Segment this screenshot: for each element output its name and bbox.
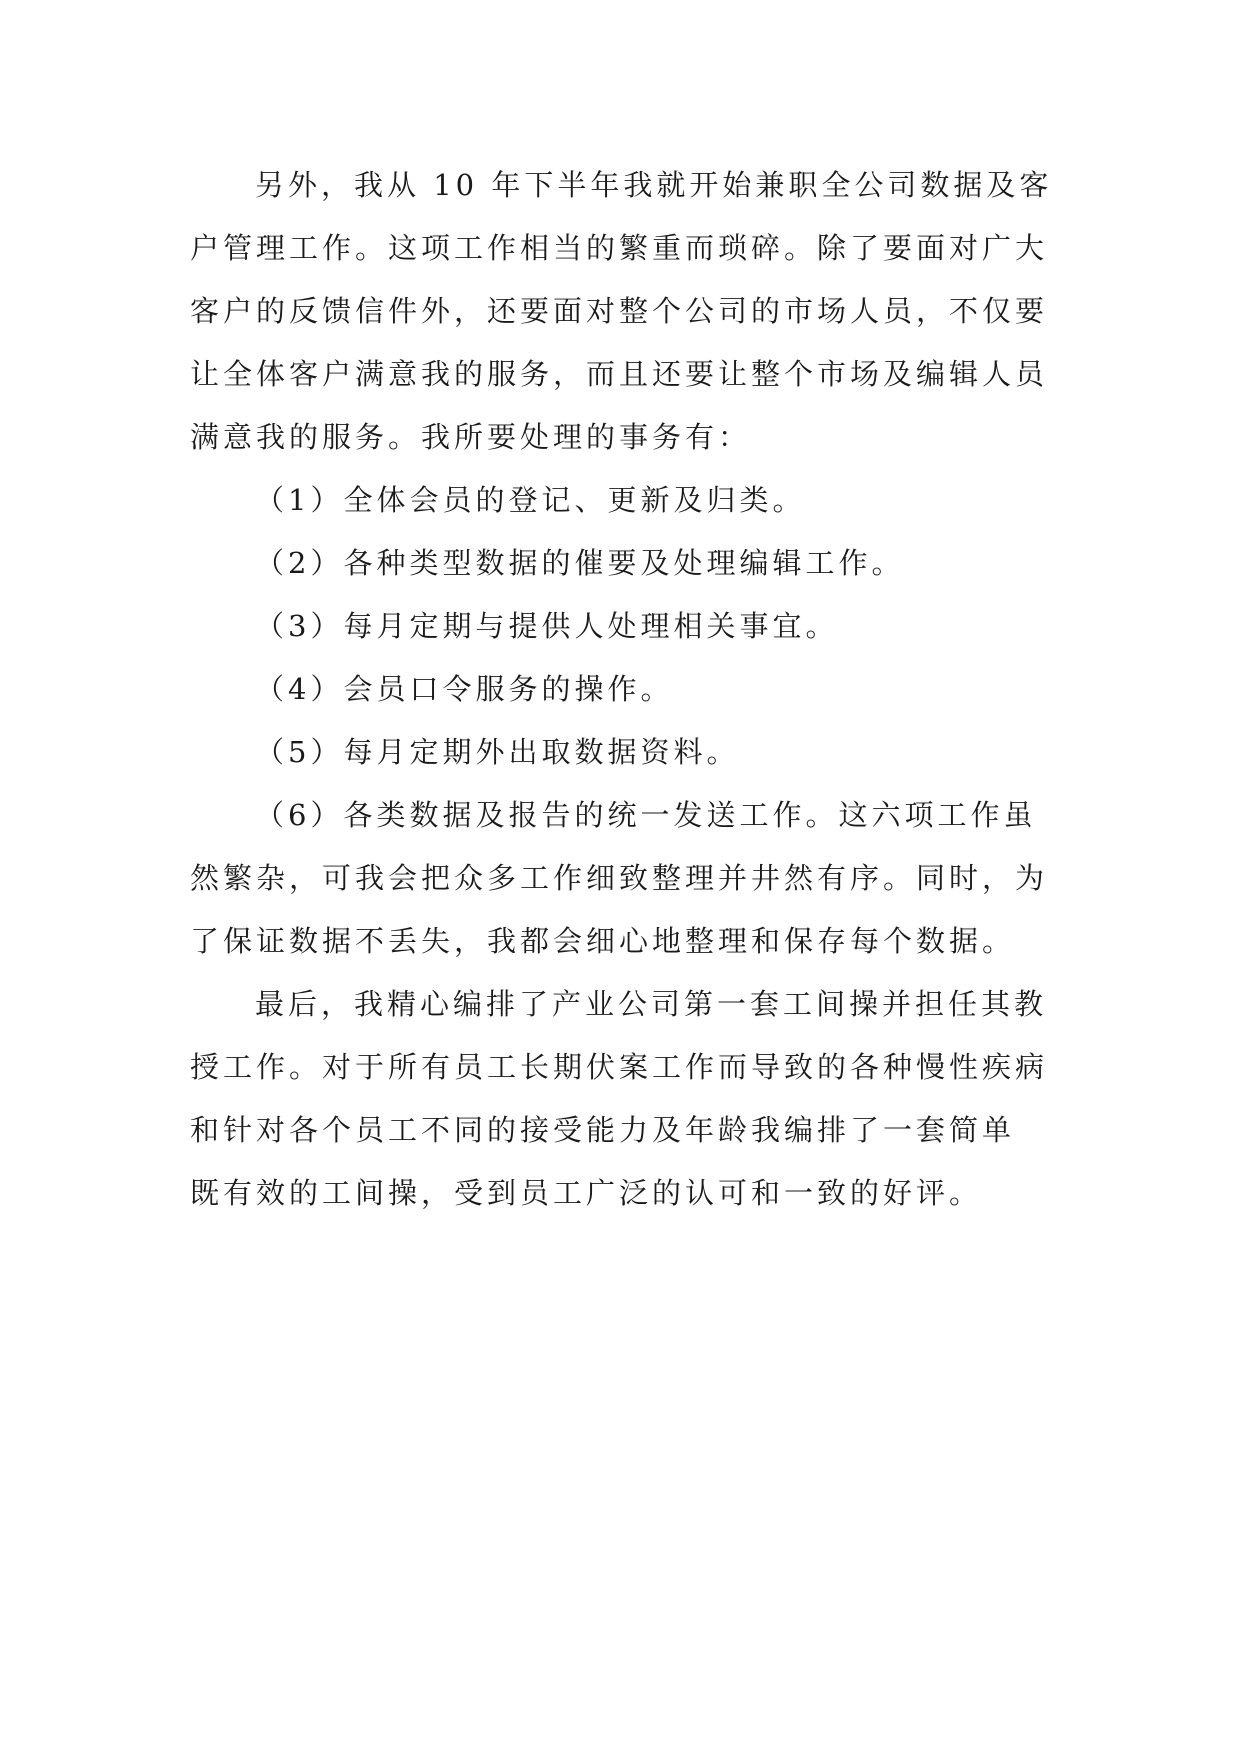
paragraph-line: 另外，我从 10 年下半年我就开始兼职全公司数据及客 — [255, 168, 1053, 202]
list-item: （3）每月定期与提供人处理相关事宜。 — [255, 609, 839, 643]
paragraph-line: 既有效的工间操，受到员工广泛的认可和一致的好评。 — [190, 1176, 983, 1210]
paragraph-line: 和针对各个员工不同的接受能力及年龄我编排了一套简单 — [190, 1113, 1016, 1147]
paragraph-line: 了保证数据不丢失，我都会细心地整理和保存每个数据。 — [190, 924, 1016, 958]
list-item: （2）各种类型数据的催要及处理编辑工作。 — [255, 546, 905, 580]
paragraph-line: 然繁杂，可我会把众多工作细致整理并井然有序。同时，为 — [190, 861, 1049, 895]
paragraph-line: 授工作。对于所有员工长期伏案工作而导致的各种慢性疾病 — [190, 1050, 1049, 1084]
paragraph-line: 客户的反馈信件外，还要面对整个公司的市场人员，不仅要 — [190, 294, 1049, 328]
paragraph-line: 满意我的服务。我所要处理的事务有： — [190, 420, 752, 454]
list-item: （6）各类数据及报告的统一发送工作。这六项工作虽 — [255, 798, 1037, 832]
list-item: （1）全体会员的登记、更新及归类。 — [255, 483, 806, 517]
paragraph-line: 让全体客户满意我的服务，而且还要让整个市场及编辑人员 — [190, 357, 1049, 391]
list-item: （4）会员口令服务的操作。 — [255, 672, 674, 706]
list-item: （5）每月定期外出取数据资料。 — [255, 735, 740, 769]
document-body — [190, 154, 1055, 1225]
paragraph-line: 户管理工作。这项工作相当的繁重而琐碎。除了要面对广大 — [190, 231, 1049, 265]
paragraph-line: 最后，我精心编排了产业公司第一套工间操并担任其教 — [255, 987, 1048, 1021]
